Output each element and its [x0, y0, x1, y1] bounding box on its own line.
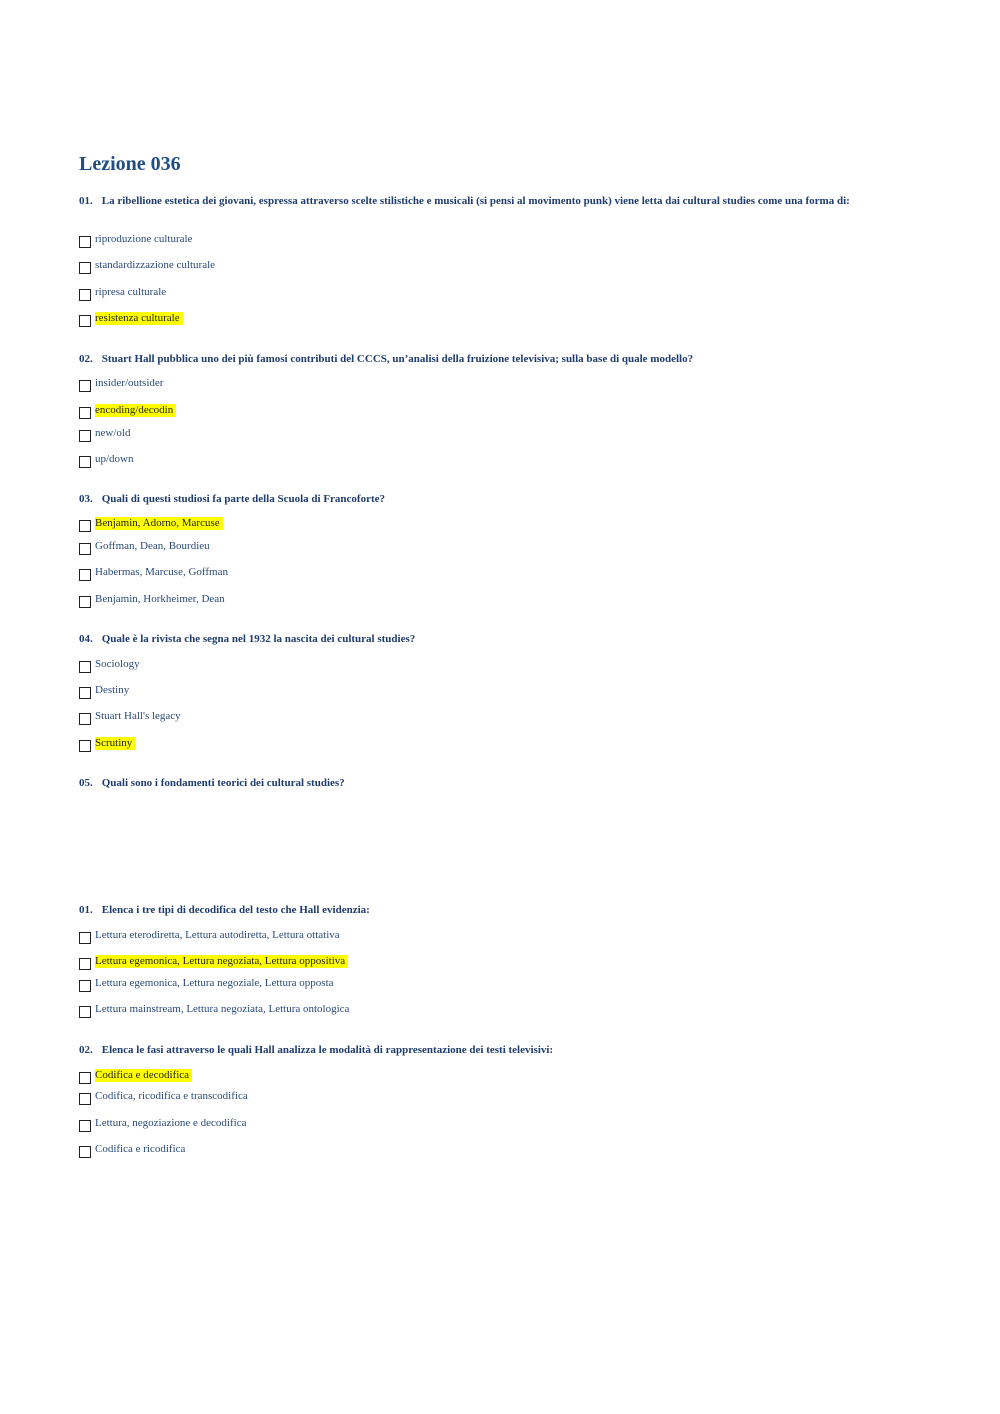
answer-option[interactable]	[79, 566, 228, 582]
question-number: 04.	[79, 633, 93, 645]
answer-label: Destiny	[95, 684, 130, 696]
answer-option[interactable]	[79, 377, 163, 393]
question-block	[79, 777, 909, 789]
answer-label: insider/outsider	[95, 377, 164, 389]
question-label: Elenca i tre tipi di decodifica del testo che Hall evidenzia:	[101, 904, 370, 916]
question-label: La ribellione estetica dei giovani, espressa attraverso scelte stilistiche e musicali (si pensi al movimento punk) viene letta dai cultural studies come una forma di:	[101, 195, 850, 207]
answer-label-highlighted: resistenza culturale	[95, 312, 183, 325]
checkbox[interactable]	[79, 932, 91, 944]
answer-option[interactable]	[79, 737, 135, 753]
answer-option[interactable]	[79, 929, 340, 945]
answer-option[interactable]	[79, 312, 183, 328]
checkbox[interactable]	[79, 713, 91, 725]
question-block	[79, 633, 909, 749]
checkbox[interactable]	[79, 543, 91, 555]
checkbox[interactable]	[79, 1120, 91, 1132]
answer-option[interactable]	[79, 540, 210, 556]
question-number: 01.	[79, 904, 93, 916]
answer-label: Sociology	[95, 658, 140, 670]
answer-label: ripresa culturale	[95, 286, 167, 298]
answer-label: new/old	[95, 427, 131, 439]
answer-option[interactable]	[79, 404, 176, 420]
answer-option[interactable]	[79, 955, 348, 971]
checkbox[interactable]	[79, 407, 91, 419]
checkbox[interactable]	[79, 1072, 91, 1084]
answer-label-highlighted: Codifica e decodifica	[95, 1069, 192, 1082]
answer-label: Lettura, negoziazione e decodifica	[95, 1117, 247, 1129]
answer-label-highlighted: Lettura egemonica, Lettura negoziata, Lettura oppositiva	[95, 955, 348, 968]
checkbox[interactable]	[79, 958, 91, 970]
answer-label: riproduzione culturale	[95, 233, 193, 245]
question-label: Quale è la rivista che segna nel 1932 la nascita dei cultural studies?	[101, 633, 416, 645]
page-title: Lezione 036	[79, 153, 181, 175]
question-label: Quali sono i fondamenti teorici dei cultural studies?	[101, 777, 345, 789]
answer-option[interactable]	[79, 453, 134, 469]
answer-option[interactable]	[79, 427, 130, 443]
answer-label: Lettura egemonica, Lettura negoziale, Lettura opposta	[95, 977, 334, 989]
checkbox[interactable]	[79, 456, 91, 468]
checkbox[interactable]	[79, 661, 91, 673]
answer-option[interactable]	[79, 977, 334, 993]
answer-option[interactable]	[79, 1117, 246, 1133]
question-label: Stuart Hall pubblica uno dei più famosi contributi del CCCS, un’analisi della fruizione televisiva; sulla base di quale modello?	[101, 353, 694, 365]
answer-label: Codifica e ricodifica	[95, 1143, 186, 1155]
checkbox[interactable]	[79, 315, 91, 327]
answer-label: Benjamin, Horkheimer, Dean	[95, 593, 225, 605]
checkbox[interactable]	[79, 1006, 91, 1018]
question-number: 02.	[79, 353, 93, 365]
checkbox[interactable]	[79, 430, 91, 442]
question-label: Quali di questi studiosi fa parte della Scuola di Francoforte?	[101, 493, 386, 505]
question-number: 02.	[79, 1044, 93, 1056]
answer-label-highlighted: encoding/decodin	[95, 404, 176, 417]
answer-option[interactable]	[79, 684, 129, 700]
question-block	[79, 493, 909, 605]
answer-label: standardizzazione culturale	[95, 259, 216, 271]
question-text	[79, 777, 909, 789]
question-text	[79, 353, 909, 365]
checkbox[interactable]	[79, 740, 91, 752]
question-block	[79, 1044, 909, 1155]
question-number: 05.	[79, 777, 93, 789]
checkbox[interactable]	[79, 687, 91, 699]
checkbox[interactable]	[79, 1146, 91, 1158]
answer-option[interactable]	[79, 1090, 248, 1106]
checkbox[interactable]	[79, 262, 91, 274]
answer-label: up/down	[95, 453, 134, 465]
checkbox[interactable]	[79, 380, 91, 392]
answer-option[interactable]	[79, 1069, 192, 1085]
question-block	[79, 195, 909, 324]
answer-label-highlighted: Benjamin, Adorno, Marcuse	[95, 517, 223, 530]
checkbox[interactable]	[79, 520, 91, 532]
answer-option[interactable]	[79, 593, 225, 609]
answer-option[interactable]	[79, 710, 181, 726]
answer-label: Lettura mainstream, Lettura negoziata, Lettura ontologica	[95, 1003, 350, 1015]
answer-option[interactable]	[79, 259, 215, 275]
checkbox[interactable]	[79, 980, 91, 992]
answer-option[interactable]	[79, 233, 192, 249]
answer-label: Codifica, ricodifica e transcodifica	[95, 1090, 248, 1102]
question-block	[79, 904, 909, 1015]
question-text	[79, 1044, 909, 1056]
question-number: 01.	[79, 195, 93, 207]
question-text	[79, 195, 909, 207]
question-number: 03.	[79, 493, 93, 505]
checkbox[interactable]	[79, 596, 91, 608]
question-label: Elenca le fasi attraverso le quali Hall analizza le modalità di rappresentazione dei testi televisivi:	[101, 1044, 554, 1056]
answer-option[interactable]	[79, 1003, 349, 1019]
question-text	[79, 493, 909, 505]
answer-label: Stuart Hall's legacy	[95, 710, 181, 722]
answer-label: Lettura eterodiretta, Lettura autodiretta, Lettura ottativa	[95, 929, 340, 941]
answer-option[interactable]	[79, 517, 223, 533]
checkbox[interactable]	[79, 236, 91, 248]
answer-option[interactable]	[79, 286, 166, 302]
answer-label-highlighted: Scrutiny	[95, 737, 135, 750]
question-block	[79, 353, 909, 465]
answer-label: Goffman, Dean, Bourdieu	[95, 540, 210, 552]
question-text	[79, 633, 909, 645]
answer-option[interactable]	[79, 658, 140, 674]
answer-option[interactable]	[79, 1143, 185, 1159]
checkbox[interactable]	[79, 569, 91, 581]
answer-label: Habermas, Marcuse, Goffman	[95, 566, 228, 578]
checkbox[interactable]	[79, 289, 91, 301]
checkbox[interactable]	[79, 1093, 91, 1105]
question-text	[79, 904, 909, 916]
